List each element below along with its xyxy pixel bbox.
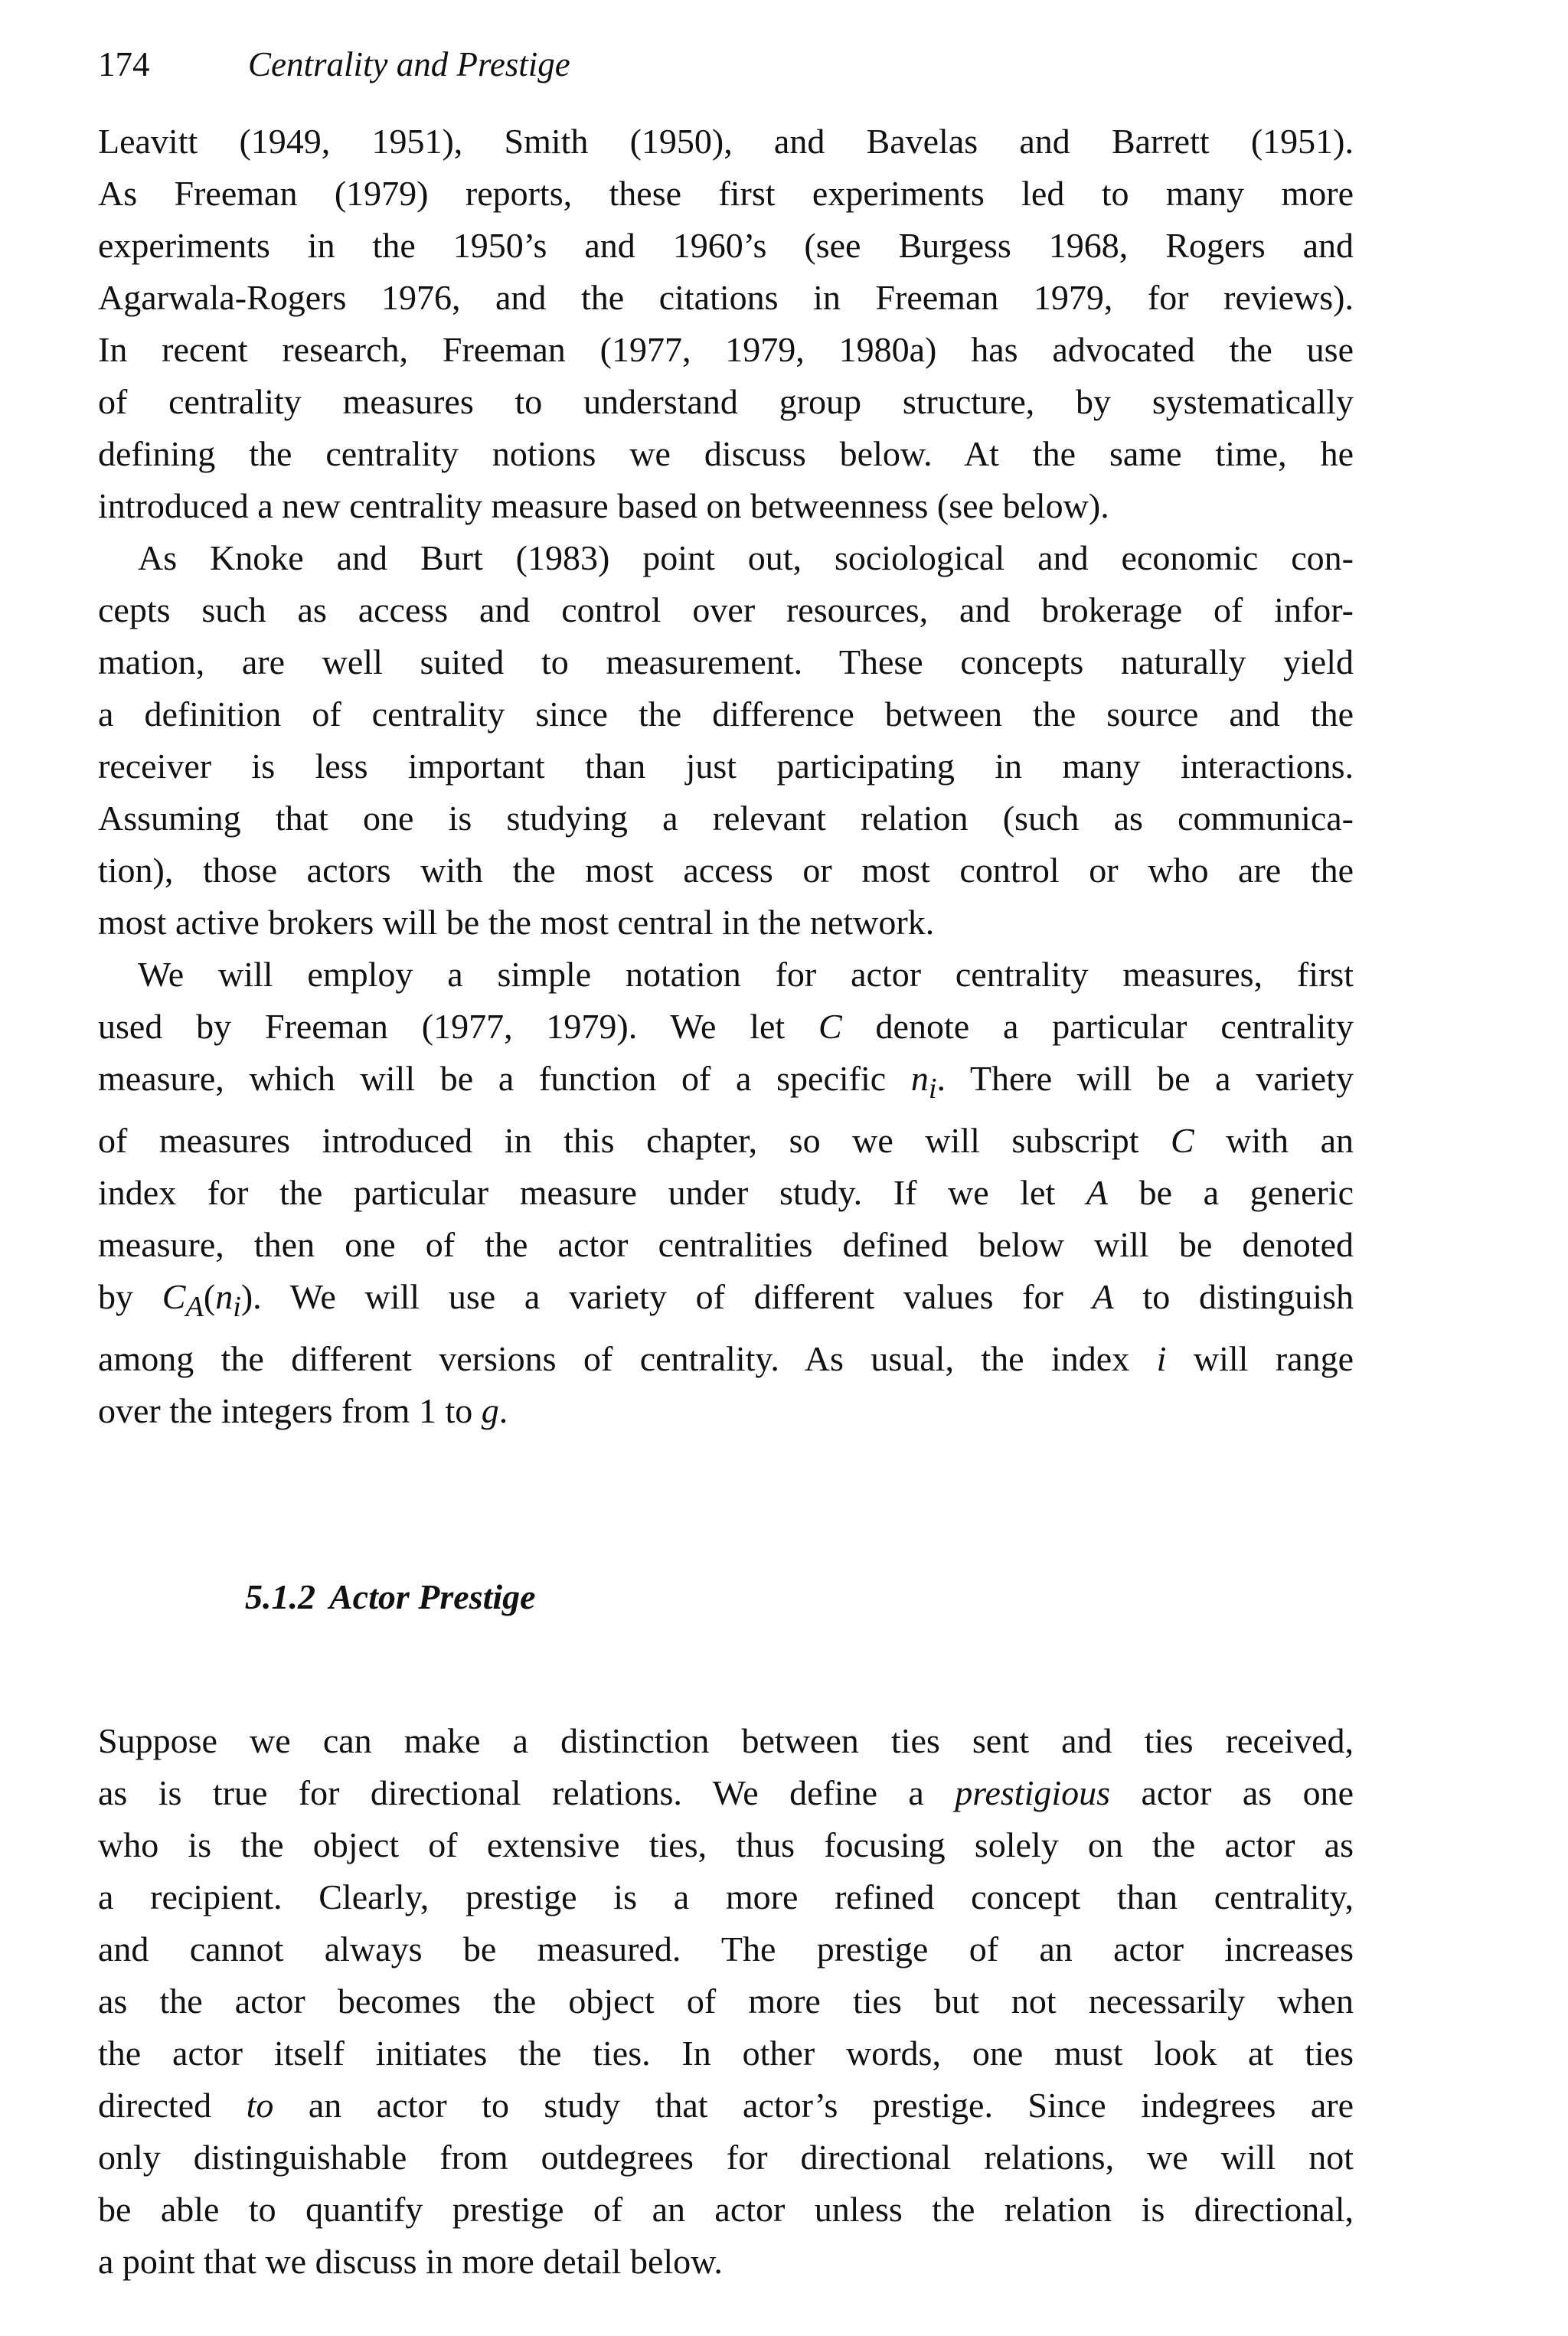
text-line — [98, 1053, 1354, 1115]
text-run: used by Freeman (1977, 1979). We let — [98, 1007, 819, 1046]
text-run: We will employ a simple notation for actor centrality measures, first — [138, 955, 1354, 994]
text-line: In recent research, Freeman (1977, 1979, 1980a) has advocated the use — [98, 330, 1354, 369]
text-run: denote a particular centrality — [841, 1007, 1354, 1046]
text-run: be able to quantify prestige of an actor unless the relation is directional, — [98, 2190, 1354, 2229]
running-header — [98, 41, 570, 87]
section-body-text — [98, 1715, 1354, 2288]
text-line: experiments in the 1950’s and 1960’s (see Burgess 1968, Rogers and — [98, 226, 1354, 265]
text-line — [98, 2027, 1354, 2080]
text-line: introduced a new centrality measure based on betweenness (see below). — [98, 486, 1109, 525]
text-line: Assuming that one is studying a relevant relation (such as communica- — [98, 799, 1354, 838]
text-line: defining the centrality notions we discuss below. At the same time, he — [98, 434, 1354, 473]
text-line — [98, 1715, 1354, 1767]
text-line — [98, 2080, 1354, 2132]
text-line — [98, 2132, 1354, 2184]
math-symbol: A — [1092, 1277, 1114, 1317]
section-number: 5.1.2 — [245, 1577, 315, 1616]
text-line — [98, 1923, 1354, 1975]
text-line: As Freeman (1979) reports, these first experiments led to many more — [98, 174, 1354, 213]
text-run: will range — [1166, 1339, 1354, 1379]
text-run: measure, then one of the actor centralities defined below will be denoted — [98, 1225, 1354, 1265]
text-run: and cannot always be measured. The prestige of an actor increases — [98, 1929, 1354, 1968]
text-run: with an — [1194, 1121, 1354, 1161]
section-heading — [245, 1571, 536, 1623]
text-line: tion), those actors with the most access or most control or who are the — [98, 851, 1354, 890]
math-symbol: n — [215, 1277, 234, 1317]
text-run: among the different versions of centrality. As usual, the index — [98, 1339, 1157, 1379]
math-subscript: A — [185, 1291, 204, 1324]
math-symbol: i — [1156, 1339, 1167, 1379]
text-run: an actor to study that actor’s prestige. Since indegrees are — [273, 2086, 1354, 2125]
text-run: as is true for directional relations. We define a — [98, 1773, 956, 1812]
text-line — [98, 2236, 1354, 2288]
text-line: receiver is less important than just participating in many interactions. — [98, 747, 1354, 786]
text-run: to distinguish — [1113, 1277, 1354, 1317]
math-symbol: C — [162, 1277, 186, 1317]
running-title: Centrality and Prestige — [248, 45, 570, 83]
text-run: ). We will use a variety of different values for — [240, 1277, 1093, 1317]
text-line — [98, 949, 1354, 1001]
text-run: by — [98, 1277, 162, 1317]
math-symbol: g — [481, 1391, 499, 1431]
body-text — [98, 116, 1354, 1437]
text-line: Leavitt (1949, 1951), Smith (1950), and Bavelas and Barrett (1951). — [98, 122, 1354, 161]
text-line: As Knoke and Burt (1983) point out, sociological and economic con- — [138, 538, 1354, 577]
math-symbol: C — [1171, 1121, 1194, 1161]
text-run: the actor itself initiates the ties. In other words, one must look at ties — [98, 2034, 1354, 2073]
text-run: a recipient. Clearly, prestige is a more refined concept than centrality, — [98, 1877, 1354, 1916]
text-run: . — [498, 1391, 508, 1431]
paragraph-3 — [98, 949, 1354, 1437]
section-title: Actor Prestige — [329, 1577, 536, 1616]
text-run: Suppose we can make a distinction between ties sent and ties received, — [98, 1721, 1354, 1760]
math-symbol: n — [910, 1059, 929, 1098]
text-run: . There will be a variety — [936, 1059, 1354, 1098]
text-line — [98, 1115, 1354, 1167]
text-line — [98, 1167, 1354, 1219]
text-run: a point that we discuss in more detail below. — [98, 2242, 723, 2281]
text-line — [98, 1871, 1354, 1923]
text-line: Agarwala-Rogers 1976, and the citations in Freeman 1979, for reviews). — [98, 278, 1354, 317]
math-subscript: i — [233, 1291, 241, 1324]
text-line: a definition of centrality since the difference between the source and the — [98, 694, 1354, 733]
text-line — [98, 1819, 1354, 1871]
text-line: mation, are well suited to measurement. These concepts naturally yield — [98, 642, 1354, 681]
text-run: who is the object of extensive ties, thus focusing solely on the actor as — [98, 1825, 1354, 1864]
emphasis: to — [246, 2086, 274, 2125]
math-subscript: i — [928, 1073, 937, 1106]
text-line — [98, 1385, 1354, 1437]
text-run: as the actor becomes the object of more ties but not necessarily when — [98, 1982, 1354, 2021]
text-line: cepts such as access and control over resources, and brokerage of infor- — [98, 590, 1354, 629]
math-symbol: A — [1086, 1173, 1108, 1213]
text-run: only distinguishable from outdegrees for directional relations, we will not — [98, 2138, 1354, 2177]
paragraph-2 — [98, 532, 1354, 949]
text-line — [98, 1767, 1354, 1819]
math-symbol: C — [818, 1007, 842, 1046]
paragraph-1 — [98, 116, 1354, 532]
text-line — [98, 1219, 1354, 1271]
text-line — [98, 2184, 1354, 2236]
text-line — [98, 1333, 1354, 1385]
text-line: of centrality measures to understand group structure, by systematically — [98, 382, 1354, 421]
emphasis: prestigious — [955, 1773, 1111, 1812]
text-run: index for the particular measure under study. If we let — [98, 1173, 1086, 1213]
text-run: directed — [98, 2086, 247, 2125]
text-line — [98, 1001, 1354, 1053]
text-run: ( — [203, 1277, 216, 1317]
text-run: of measures introduced in this chapter, so we will subscript — [98, 1121, 1171, 1161]
page-number: 174 — [98, 45, 150, 83]
text-run: actor as one — [1110, 1773, 1354, 1812]
text-line — [98, 1271, 1354, 1333]
text-line — [98, 1975, 1354, 2027]
text-run: over the integers from 1 to — [98, 1391, 482, 1431]
text-line: most active brokers will be the most central in the network. — [98, 903, 935, 942]
text-run: measure, which will be a function of a specific — [98, 1059, 911, 1098]
text-run: be a generic — [1107, 1173, 1354, 1213]
paragraph-4 — [98, 1715, 1354, 2288]
